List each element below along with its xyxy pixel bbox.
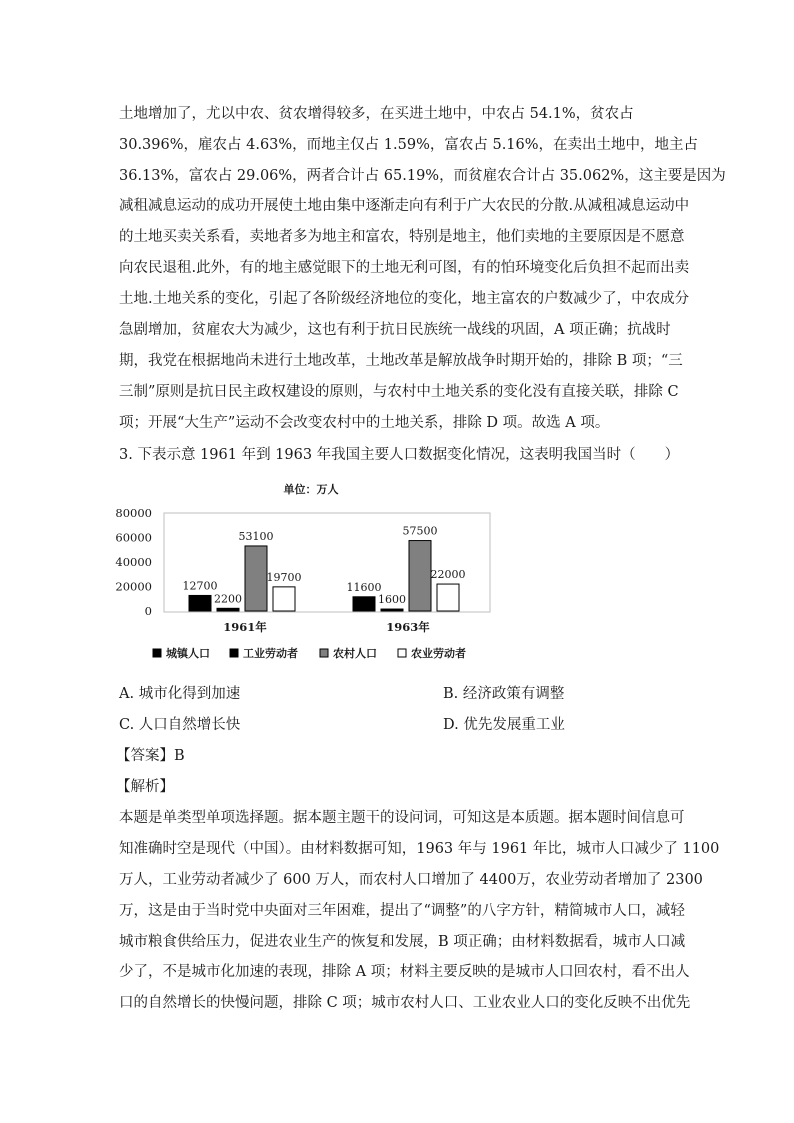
option-d: D. 优先发展重工业: [443, 717, 565, 733]
data-label: 22000: [430, 568, 466, 582]
text-line: 的土地买卖关系看，卖地者多为地主和富农，特别是地主，他们卖地的主要原因是不愿意: [119, 229, 685, 245]
bar-3-0: [273, 587, 295, 611]
legend-label: 城镇人口: [166, 647, 210, 660]
y-tick-label: 80000: [115, 506, 152, 520]
text-line: 期，我党在根据地尚未进行土地改革，土地改革是解放战争时期开始的，排除 B 项；“三: [119, 353, 683, 369]
legend-swatch: [320, 649, 328, 657]
text-line: 急剧增加，贫雇农大为减少，这也有利于抗日民族统一战线的巩固，A 项正确；抗战时: [119, 322, 671, 338]
legend: [153, 646, 466, 660]
data-label: 57500: [402, 524, 438, 538]
bar-1-1: [381, 609, 403, 611]
option-b: B. 经济政策有调整: [443, 686, 565, 702]
bar-0-1: [353, 597, 375, 611]
option-c: C. 人口自然增长快: [119, 717, 241, 733]
data-label: 12700: [182, 579, 218, 593]
text-line: 知准确时空是现代（中国）。由材料数据可知，1963 年与 1961 年比，城市人口减少了 1100: [119, 841, 720, 857]
x-tick-label: 1961年: [223, 620, 267, 634]
text-line: 土地.土地关系的变化，引起了各阶级经济地位的变化，地主富农的户数减少了，中农成分: [119, 291, 690, 307]
bar-0-0: [189, 595, 211, 611]
answer: 【答案】B: [116, 748, 185, 764]
x-tick-label: 1963年: [386, 620, 430, 634]
analysis-title: 【解析】: [116, 779, 174, 795]
text-line: 向农民退租.此外，有的地主感觉眼下的土地无利可图，有的怕环境变化后负担不起而出卖: [119, 260, 690, 276]
bar-3-1: [437, 584, 459, 611]
option-a: A. 城市化得到加速: [119, 686, 241, 702]
text-line: 万，这是由于当时党中央面对三年困难，提出了“调整”的八字方针，精简城市人口，减轻: [119, 903, 685, 919]
legend-swatch: [398, 649, 406, 657]
y-tick-label: 60000: [115, 530, 152, 545]
y-tick-label: 40000: [115, 555, 152, 569]
y-tick-label: 20000: [115, 579, 152, 594]
y-tick-label: 0: [144, 604, 152, 618]
text-line: 土地增加了，尤以中农、贫农增得较多，在买进土地中，中农占 54.1%，贫农占: [119, 106, 634, 122]
x-axis: [223, 620, 430, 634]
text-line: 项；开展“大生产”运动不会改变农村中的土地关系，排除 D 项。故选 A 项。: [119, 415, 610, 431]
text-line: 少了，不是城市化加速的表现，排除 A 项；材料主要反映的是城市人口回农村，看不出人: [119, 964, 690, 980]
text-line: 口的自然增长的快慢问题，排除 C 项；城市农村人口、工业农业人口的变化反映不出优先: [119, 995, 691, 1011]
text-line: 减租减息运动的成功开展使土地由集中逐渐走向有利于广大农民的分散.从减租减息运动中: [119, 198, 690, 214]
bar-2-1: [409, 541, 431, 611]
text-line: 本题是单类型单项选择题。据本题主题干的设问词，可知这是本质题。据本题时间信息可: [119, 810, 685, 826]
text-line: 三制”原则是抗日民主政权建设的原则，与农村中土地关系的变化没有直接关联，排除 C: [119, 384, 679, 400]
text-line: 36.13%，富农占 29.06%，两者合计占 65.19%，而贫雇农合计占 35.062%，这主要是因为: [119, 168, 726, 184]
legend-label: 工业劳动者: [243, 647, 298, 660]
legend-label: 农村人口: [333, 647, 377, 660]
data-label: 53100: [238, 529, 274, 543]
legend-swatch: [153, 649, 161, 657]
y-axis: [115, 506, 152, 618]
data-label: 19700: [266, 570, 302, 584]
bar-2-0: [245, 546, 267, 611]
data-label: 1600: [378, 593, 406, 607]
legend-label: 农业劳动者: [411, 647, 466, 660]
legend-swatch: [230, 649, 238, 657]
text-line: 30.396%，雇农占 4.63%，而地主仅占 1.59%，富农占 5.16%，在卖出土地中，地主占: [119, 137, 699, 153]
text-line: 万人，工业劳动者减少了 600 万人，而农村人口增加了 4400万，农业劳动者增加了 2300: [119, 872, 703, 888]
text-line: 城市粮食供给压力，促进农业生产的恢复和发展，B 项正确；由材料数据看，城市人口减: [119, 934, 686, 950]
question-text: 3. 下表示意 1961 年到 1963 年我国主要人口数据变化情况，这表明我国当时（ ）: [119, 447, 680, 463]
data-label: 2200: [214, 592, 242, 606]
bars: [183, 525, 466, 611]
chart-title: 单位：万人: [283, 483, 339, 496]
data-label: 11600: [346, 580, 382, 594]
bar-1-0: [217, 608, 239, 611]
